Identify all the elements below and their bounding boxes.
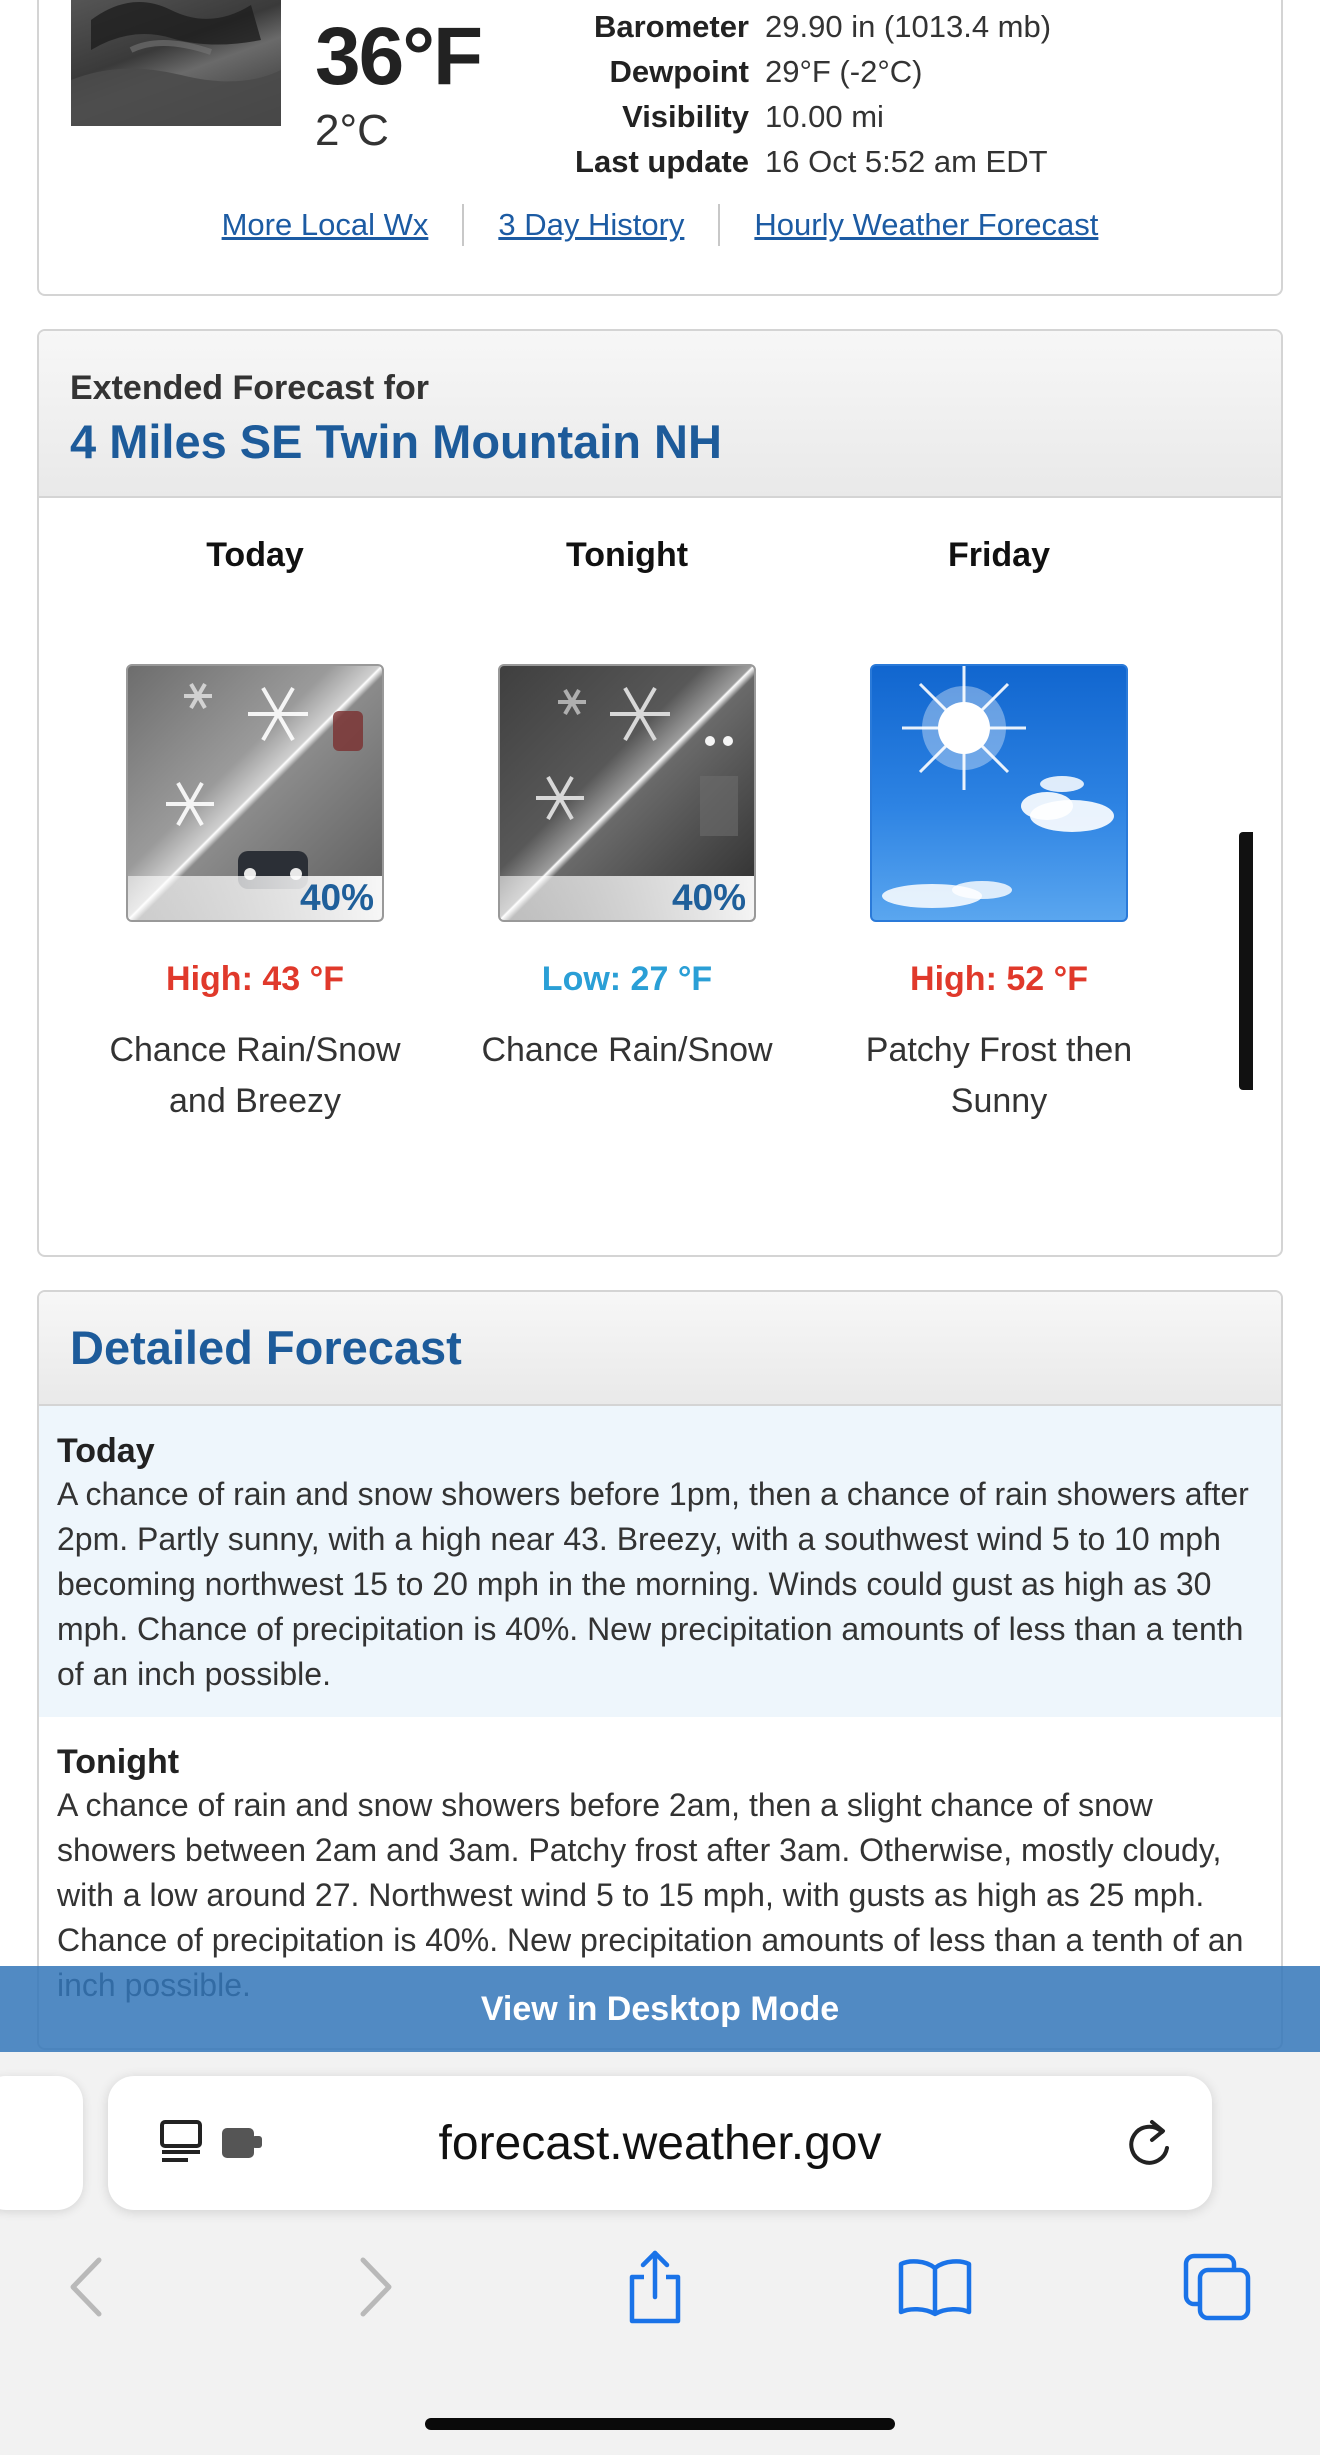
previous-tab-preview[interactable] <box>0 2076 83 2210</box>
period-desc: Chance Rain/Snow and Breezy <box>109 1031 401 1120</box>
link-divider <box>718 204 720 246</box>
stat-row-visibility <box>549 94 1051 139</box>
browser-bottom-bar <box>0 2052 1320 2455</box>
detailed-row-today <box>39 1406 1281 1717</box>
current-links <box>39 204 1281 246</box>
home-indicator[interactable] <box>425 2418 895 2430</box>
browser-toolbar <box>0 2242 1320 2352</box>
period-temp: Low: 27 °F <box>541 960 713 998</box>
current-conditions-card <box>37 0 1283 296</box>
forecast-period-tonight <box>441 498 813 1076</box>
url-text: forecast.weather.gov <box>438 2117 882 2170</box>
sunny-icon <box>870 664 1128 922</box>
extended-forecast-header <box>39 331 1281 498</box>
period-name: Today <box>206 536 304 574</box>
forecast-period-today <box>69 498 441 1127</box>
detailed-forecast-card <box>37 1290 1283 2050</box>
current-stats-table <box>549 4 1051 184</box>
current-conditions-image <box>71 0 281 126</box>
three-day-history-link[interactable]: 3 Day History <box>498 207 685 242</box>
detailed-row-title: Today <box>57 1432 155 1470</box>
stat-label: Barometer <box>593 8 749 44</box>
stat-label: Last update <box>575 143 749 179</box>
stat-value: 29°F (-2°C) <box>765 53 923 89</box>
detailed-row-title: Tonight <box>57 1743 180 1781</box>
link-divider <box>462 204 464 246</box>
bookmarks-icon[interactable] <box>890 2242 980 2332</box>
precip-chance: 40% <box>128 876 382 920</box>
stat-label: Visibility <box>622 98 749 134</box>
current-temp-c: 2°C <box>315 106 389 155</box>
rain-snow-day-icon <box>126 664 384 922</box>
detailed-forecast-title: Detailed Forecast <box>39 1292 1281 1406</box>
current-temp-f: 36°F <box>315 11 482 102</box>
view-desktop-mode-button[interactable]: View in Desktop Mode <box>0 1966 1320 2052</box>
stat-label: Dewpoint <box>609 53 749 89</box>
hourly-forecast-link[interactable]: Hourly Weather Forecast <box>754 207 1099 242</box>
next-period-image-peek <box>1239 832 1253 1090</box>
extended-forecast-label: Extended Forecast for <box>70 369 429 407</box>
more-local-wx-link[interactable]: More Local Wx <box>221 207 429 242</box>
forecast-periods[interactable] <box>39 498 1281 1248</box>
stat-row-dewpoint <box>549 49 1051 94</box>
share-icon[interactable] <box>610 2242 700 2332</box>
period-desc: Chance Rain/Snow <box>481 1031 773 1069</box>
extended-forecast-card <box>37 329 1283 1257</box>
forecast-location: 4 Miles SE Twin Mountain NH <box>70 415 722 468</box>
period-temp: High: 52 °F <box>910 960 1088 998</box>
period-name: Friday <box>947 536 1051 574</box>
forward-button[interactable] <box>330 2242 420 2332</box>
forecast-period-friday <box>813 498 1185 1127</box>
back-button[interactable] <box>42 2242 132 2332</box>
precip-chance: 40% <box>500 876 754 920</box>
detailed-row-text: A chance of rain and snow showers before 2am, then a slight chance of snow showers between 2am and 3am. Patchy frost after 3am. Otherwise, mostly cloudy, with a low around 27. Northwest wind 5 to 15 mph, with gusts as high as 25 mph. Chance of precipitation is 40%. New precipitation amounts of less than a tenth of an <box>57 1787 1244 1958</box>
tabs-icon[interactable] <box>1172 2242 1262 2332</box>
reload-icon[interactable] <box>1124 2116 1174 2175</box>
stat-row-barometer <box>549 4 1051 49</box>
stat-value: 10.00 mi <box>765 98 884 134</box>
stat-value: 29.90 in (1013.4 mb) <box>765 8 1052 44</box>
period-desc: Patchy Frost then Sunny <box>865 1031 1133 1120</box>
stat-value: 16 Oct 5:52 am EDT <box>765 143 1048 179</box>
address-bar[interactable] <box>108 2076 1212 2210</box>
period-temp: High: 43 °F <box>166 960 344 998</box>
detailed-row-text: A chance of rain and snow showers before 1pm, then a chance of rain showers after 2pm. Partly sunny, with a high near 43. Breezy, with a southwest wind 5 to 10 mph becoming northwest 15 to 20 mph in the morning. Winds could gust as high as 30 mph. Chance of precipitation is 40%. New precipitation amounts of less than a tenth of an inch possible. <box>57 1476 1249 1692</box>
period-name: Tonight <box>565 536 689 574</box>
rain-snow-night-icon <box>498 664 756 922</box>
stat-row-last-update <box>549 139 1051 184</box>
